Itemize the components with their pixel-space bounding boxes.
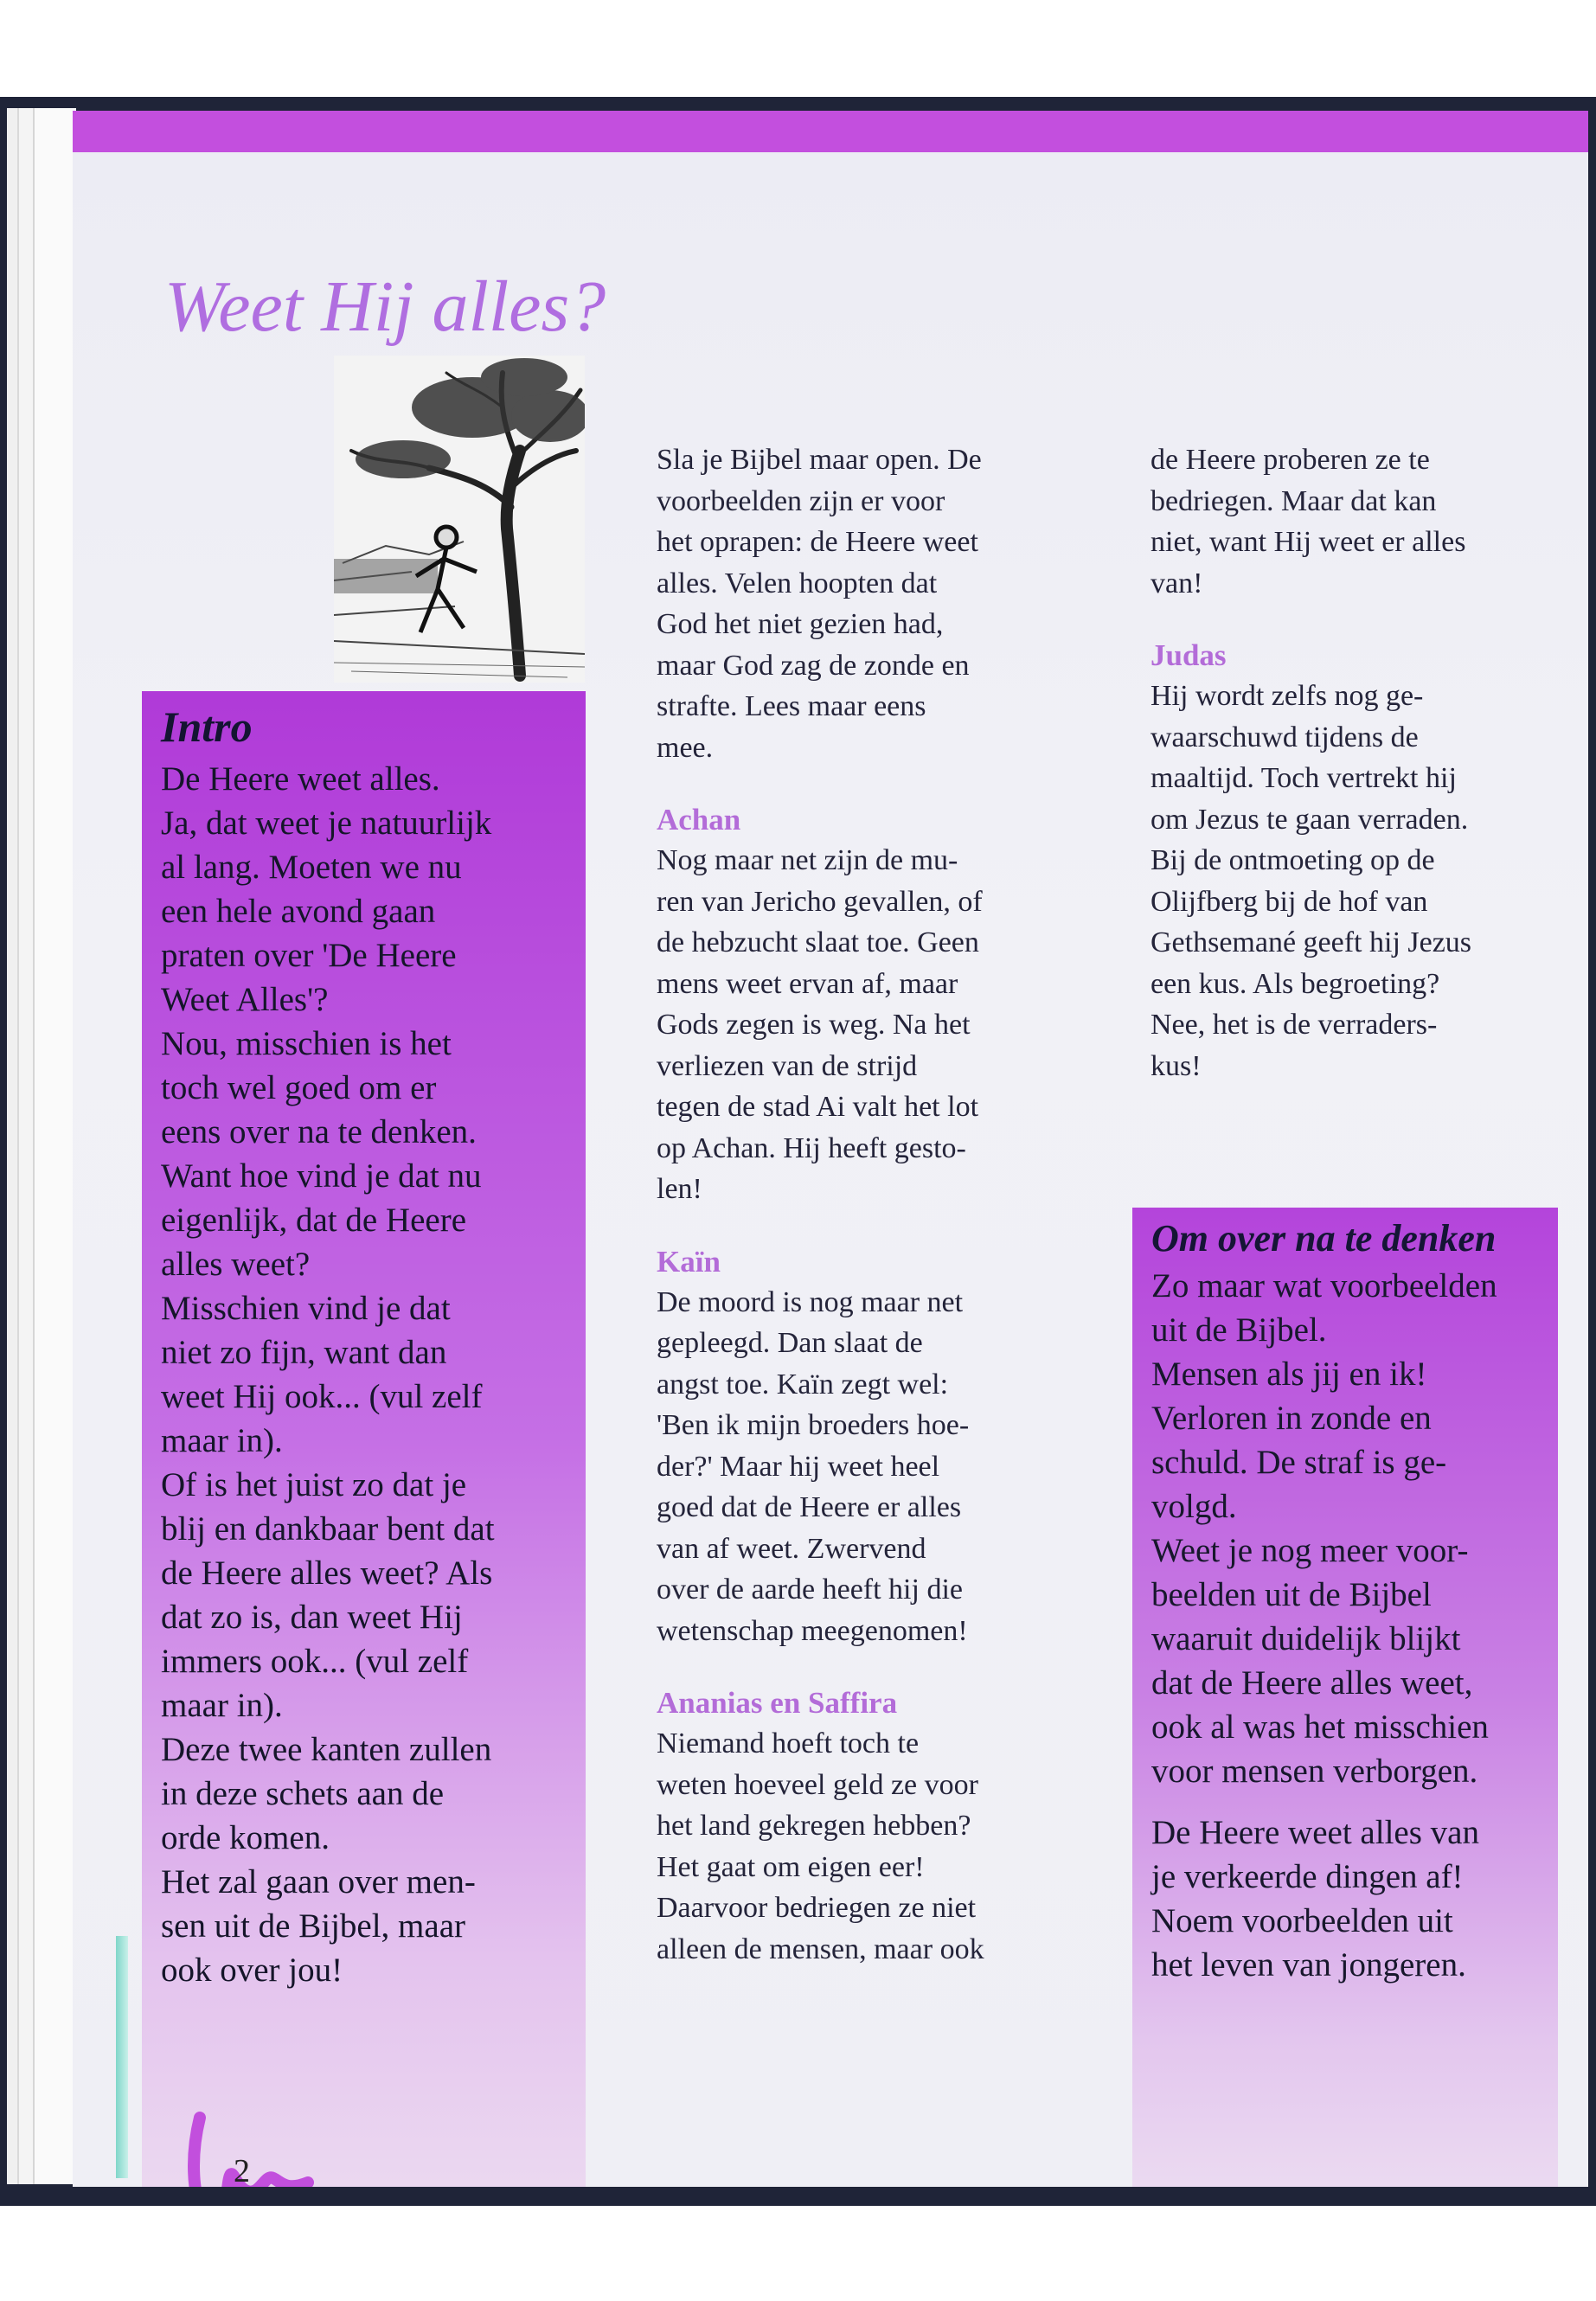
reflection-box [1132, 1208, 1558, 2187]
column-2 [657, 439, 1089, 1970]
magazine-page [73, 111, 1588, 2187]
left-edge-strip [116, 1936, 128, 2178]
reflection-paragraph-1: Zo maar wat voorbeelden uit de Bijbel. Mensen als jij en ik! Verloren in zonde en schuld. De straf is ge- volgd. Weet je nog meer voor- beelden uit de Bijbel waaruit duidelijk blijkt dat de Heere alles weet, ook al was het misschien voor mensen verborgen. [1151, 1267, 1497, 1790]
section-heading-judas: Judas [1151, 638, 1227, 672]
section-text-kain: De moord is nog maar net gepleegd. Dan slaat de angst toe. Kaïn zegt wel: 'Ben ik mijn broeders hoe- der?' Maar hij weet heel goed dat de Heere er alles van af weet. Zwervend over de aarde heeft hij die wetenschap meegenomen! [657, 1285, 970, 1647]
reflection-heading: Om over na te denken [1151, 1217, 1497, 1259]
page-title: Weet Hij alles? [164, 266, 606, 347]
section-text-achan: Nog maar net zijn de mu- ren van Jericho gevallen, of de hebzucht slaat toe. Geen mens weet ervan af, maar Gods zegen is weg. Na het verliezen van de strijd tegen de stad Ai valt het lot op Achan. Hij heeft gesto- len! [657, 844, 983, 1205]
column3-continued-text: de Heere proberen ze te bedriegen. Maar dat kan niet, want Hij weet er alles van! [1151, 444, 1466, 599]
faded-background-lettering [1017, 206, 1536, 422]
column2-intro-text: Sla je Bijbel maar open. De voorbeelden zijn er voor het oprapen: de Heere weet alles. Velen hoopten dat God het niet gezien had, maar God zag de zonde en strafte. Lees maar eens mee. [657, 444, 982, 764]
section-text-ananias: Niemand hoeft toch te weten hoeveel geld ze voor het land gekregen hebben? Het gaat om eigen eer! Daarvoor bedriegen ze niet alleen de mensen, maar ook [657, 1727, 984, 1965]
reflection-paragraph-2: De Heere weet alles van je verkeerde dingen af! Noem voorbeelden uit het leven van jongeren. [1151, 1814, 1479, 1984]
section-heading-ananias: Ananias en Saffira [657, 1686, 898, 1720]
section-heading-kain: Kaïn [657, 1244, 721, 1279]
tree-illustration-icon [334, 356, 585, 683]
top-accent-band [73, 111, 1588, 152]
section-heading-achan: Achan [657, 803, 741, 836]
page-number: 2 [234, 2153, 250, 2187]
page-edges [7, 108, 76, 2184]
intro-text: De Heere weet alles. Ja, dat weet je natuurlijk al lang. Moeten we nu een hele avond gaan praten over 'De Heere Weet Alles'? Nou, misschien is het toch wel goed om er eens over na te denken. Want hoe vind je dat nu eigenlijk, dat de Heere alles weet? Misschien vind je dat niet zo fijn, want dan weet Hij ook... (vul zelf maar in). Of is het juist zo dat je blij en dankbaar bent dat de Heere alles weet? Als dat zo is, dan weet Hij immers ook... (vul zelf maar in). Deze twee kanten zullen in deze schets aan de orde komen. Het zal gaan over men- sen uit de Bijbel, maar ook over jou! [161, 760, 495, 1989]
intro-heading: Intro [161, 702, 253, 751]
section-text-judas: Hij wordt zelfs nog ge- waarschuwd tijdens de maaltijd. Toch vertrekt hij om Jezus te gaan verraden. Bij de ontmoeting op de Olijfberg bij de hof van Gethsemané geeft hij Jezus een kus. Als begroeting? Nee, het is de verraders- kus! [1151, 680, 1472, 1082]
squiggle-logo-icon [187, 2100, 325, 2187]
column-3 [1151, 439, 1574, 1086]
intro-box [142, 691, 586, 2187]
